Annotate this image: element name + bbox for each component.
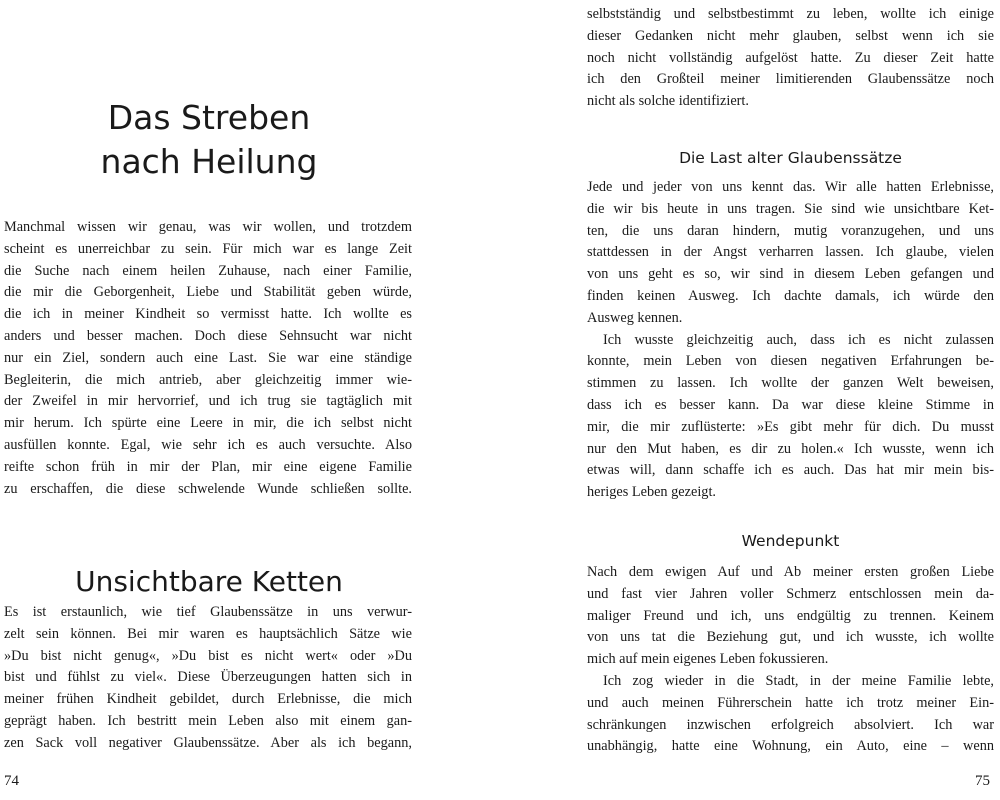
paragraph-glaubenssaetze: [4, 602, 412, 755]
text-line: nicht als solche identifiziert.: [587, 93, 749, 110]
text-line: etwas will, dann schaffe ich es auch. Das hat mir mein bis-: [587, 462, 994, 479]
text-line: Ich wusste gleichzeitig auch, dass ich es nicht zulassen: [603, 331, 994, 348]
text-line: von uns geht es so, wir sind in diesem Leben gefangen und: [587, 266, 994, 283]
text-line: ich den Großteil meiner limitierenden Glaubenssätze noch: [587, 71, 994, 88]
text-line: schränkungen inzwischen erfolgreich absolviert. Ich war: [587, 716, 994, 733]
right-page: [500, 0, 1000, 800]
section-title-unsichtbare-ketten: Unsichtbare Ketten: [75, 565, 343, 598]
text-line: nur ein Ziel, sondern auch eine Last. Sie war eine ständige: [4, 349, 412, 366]
text-line: von uns tat die Beziehung gut, und ich wusste, ich wollte: [587, 629, 994, 646]
text-line: selbstständig und selbstbestimmt zu leben, wollte ich einige: [587, 6, 994, 22]
text-line: ausfüllen konnte. Egal, wie sehr ich es auch versuchte. Also: [4, 436, 412, 453]
text-line: anders und besser machen. Doch diese Sehnsucht war nicht: [4, 327, 412, 344]
text-line: heriges Leben gezeigt.: [587, 484, 717, 501]
text-line: die ich in meiner Kindheit so vermisst hatte. Ich wollte es: [4, 306, 412, 323]
text-line: meiner frühen Kindheit gebildet, durch Erlebnisse, die mich: [4, 691, 412, 708]
text-line: zen Sack voll negativer Glaubenssätze. Aber als ich begann,: [4, 734, 412, 751]
text-line: die wir bis heute in uns tragen. Sie sind wie unsichtbare Ket-: [587, 200, 994, 217]
text-line: stimmen zu lassen. Ich wollte der ganzen Welt beweisen,: [587, 375, 994, 392]
text-line: Es ist erstaunlich, wie tief Glaubenssätze in uns verwur-: [4, 604, 412, 620]
text-line: und fast vier Jahren voller Schmerz entschlossen mein da-: [587, 585, 994, 602]
paragraph-erlebnisse: [587, 177, 994, 504]
paragraph-wendepunkt: [587, 562, 994, 758]
paragraph-intro: [4, 217, 412, 500]
text-line: Jede und jeder von uns kennt das. Wir alle hatten Erlebnisse,: [587, 179, 994, 195]
subheading-last-alter-glaubenssaetze: Die Last alter Glaubenssätze: [679, 149, 902, 167]
page-number-left: 74: [4, 773, 19, 789]
text-line: Begleiterin, die mich antrieb, aber gleichzeitig immer wie-: [4, 371, 412, 388]
paragraph-continued: [587, 4, 994, 113]
text-line: zu erschaffen, die diese schwelende Wunde schließen sollte.: [4, 480, 412, 497]
text-line: Ausweg kennen.: [587, 309, 683, 326]
text-line: dass ich es besser kann. Da war diese kleine Stimme in: [587, 396, 994, 413]
text-line: maliger Freund und ich, uns endgültig zu trennen. Keinem: [587, 607, 994, 624]
text-line: bist und fühlst zu viel«. Diese Überzeugungen hatten sich in: [4, 669, 412, 686]
text-line: »Du bist nicht genug«, »Du bist es nicht wert« oder »Du: [4, 647, 412, 664]
text-line: Manchmal wissen wir genau, was wir wollen, und trotzdem: [4, 219, 412, 235]
text-line: konnte, mein Leben von diesen negativen Erfahrungen be-: [587, 353, 994, 370]
text-line: und auch meinen Führerschein hatte ich trotz meiner Ein-: [587, 694, 994, 711]
text-line: noch nicht vollständig aufgelöst hatte. Zu dieser Zeit hatte: [587, 49, 994, 66]
text-line: zelt sein können. Bei mir waren es hauptsächlich Sätze wie: [4, 625, 412, 642]
text-line: reifte schon früh in mir der Plan, mir eine eigene Familie: [4, 458, 412, 475]
text-line: scheint es unerreichbar zu sein. Für mich war es lange Zeit: [4, 240, 412, 257]
text-line: der Zweifel in mir hervorrief, und ich trug sie tagtäglich mit: [4, 393, 412, 410]
page-number-right: 75: [975, 773, 990, 789]
text-line: Ich zog wieder in die Stadt, in der meine Familie lebte,: [603, 672, 994, 689]
subheading-wendepunkt: Wendepunkt: [741, 532, 840, 550]
text-line: die Suche nach einem heilen Zuhause, nach einer Familie,: [4, 262, 412, 279]
text-line: nur den Mut haben, es dir zu holen.« Ich wusste, wenn ich: [587, 440, 994, 457]
text-line: finden keinen Ausweg. Ich dachte damals, ich würde den: [587, 287, 994, 304]
chapter-title-line1: Das Streben: [107, 98, 311, 137]
text-line: geprägt haben. Ich bestritt mein Leben also mit einem gan-: [4, 712, 412, 729]
chapter-title: [0, 96, 418, 184]
text-line: die mir die Geborgenheit, Liebe und Stabilität geben würde,: [4, 284, 412, 301]
text-line: mir, die mir zuflüsterte: »Es gibt mehr für dich. Du musst: [587, 418, 994, 435]
text-line: mir herum. Ich spürte eine Leere in mir, die ich selbst nicht: [4, 415, 412, 432]
text-line: Nach dem ewigen Auf und Ab meiner ersten großen Liebe: [587, 564, 994, 580]
chapter-title-line2: nach Heilung: [100, 142, 318, 181]
text-line: ten, die uns daran hindern, mutig voranzugehen, und uns: [587, 222, 994, 239]
text-line: unabhängig, hatte eine Wohnung, ein Auto, eine – wenn: [587, 738, 994, 755]
text-line: mich auf mein eigenes Leben fokussieren.: [587, 651, 829, 668]
text-line: stattdessen in der Angst verharren lassen. Ich glaube, vielen: [587, 244, 994, 261]
text-line: dieser Gedanken nicht mehr glauben, selbst wenn ich sie: [587, 27, 994, 44]
